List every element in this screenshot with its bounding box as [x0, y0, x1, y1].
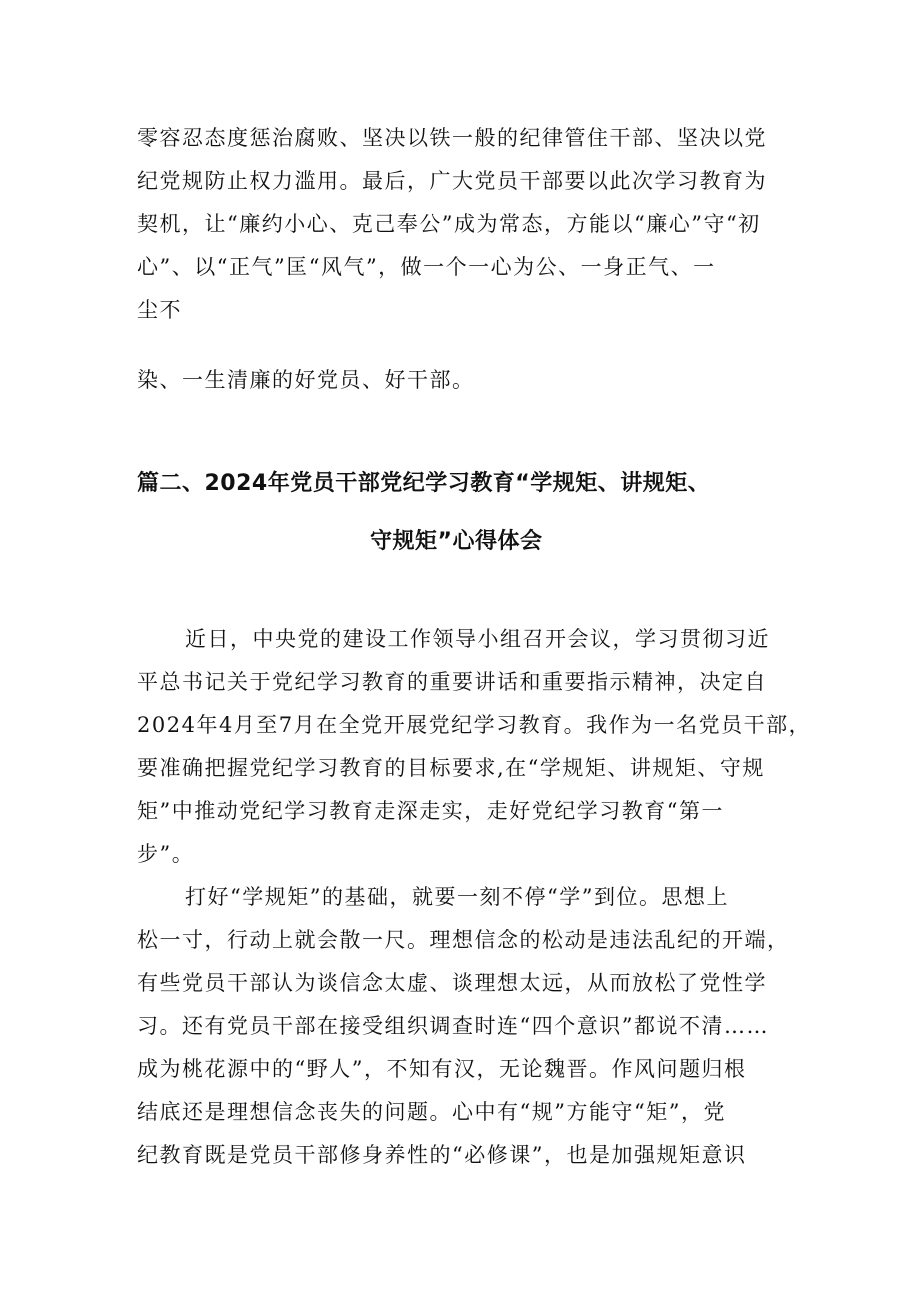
text-line: 平总书记关于党纪学习教育的重要讲话和重要指示精神，决定自	[137, 670, 767, 694]
text-line: 步”。	[137, 842, 195, 866]
text-line: 2024年4月至7月在全党开展党纪学习教育。我作为一名党员干部，	[137, 713, 812, 737]
text-line: 有些党员干部认为谈信念太虚、谈理想太远，从而放松了党性学	[137, 971, 767, 995]
text-line: 心”、以“正气”匡“风气”，做一个一心为公、一身正气、一	[137, 255, 716, 279]
text-line: 零容忍态度惩治腐败、坚决以铁一般的纪律管住干部、坚决以党	[137, 126, 767, 150]
text-line: 习。还有党员干部在接受组织调查时连“四个意识”都说不清……	[137, 1014, 769, 1038]
section-heading-line-2: 守规矩”心得体会	[370, 529, 543, 554]
text-line: 尘不	[137, 298, 182, 322]
text-line: 结底还是理想信念丧失的问题。心中有“规”方能守“矩”，党	[137, 1100, 726, 1124]
text-line: 染、一生清廉的好党员、好干部。	[137, 368, 475, 392]
text-line: 纪教育既是党员干部修身养性的“必修课”，也是加强规矩意识	[137, 1143, 747, 1167]
text-line: 矩”中推动党纪学习教育走深走实，走好党纪学习教育“第一	[137, 799, 724, 823]
section-heading-line-1: 篇二、2024年党员干部党纪学习教育“学规矩、讲规矩、	[137, 471, 711, 496]
text-line: 松一寸，行动上就会散一尺。理想信念的松动是违法乱纪的开端，	[137, 928, 790, 952]
text-line: 要准确把握党纪学习教育的目标要求,在“学规矩、讲规矩、守规	[137, 756, 765, 780]
text-line: 打好“学规矩”的基础，就要一刻不停“学”到位。思想上	[185, 885, 729, 909]
text-line: 近日，中央党的建设工作领导小组召开会议，学习贯彻习近	[185, 627, 770, 651]
text-line: 纪党规防止权力滥用。最后，广大党员干部要以此次学习教育为	[137, 169, 767, 193]
text-line: 契机，让“廉约小心、克己奉公”成为常态，方能以“廉心”守“初	[137, 212, 761, 236]
text-line: 成为桃花源中的“野人”，不知有汉，无论魏晋。作风问题归根	[137, 1057, 747, 1081]
